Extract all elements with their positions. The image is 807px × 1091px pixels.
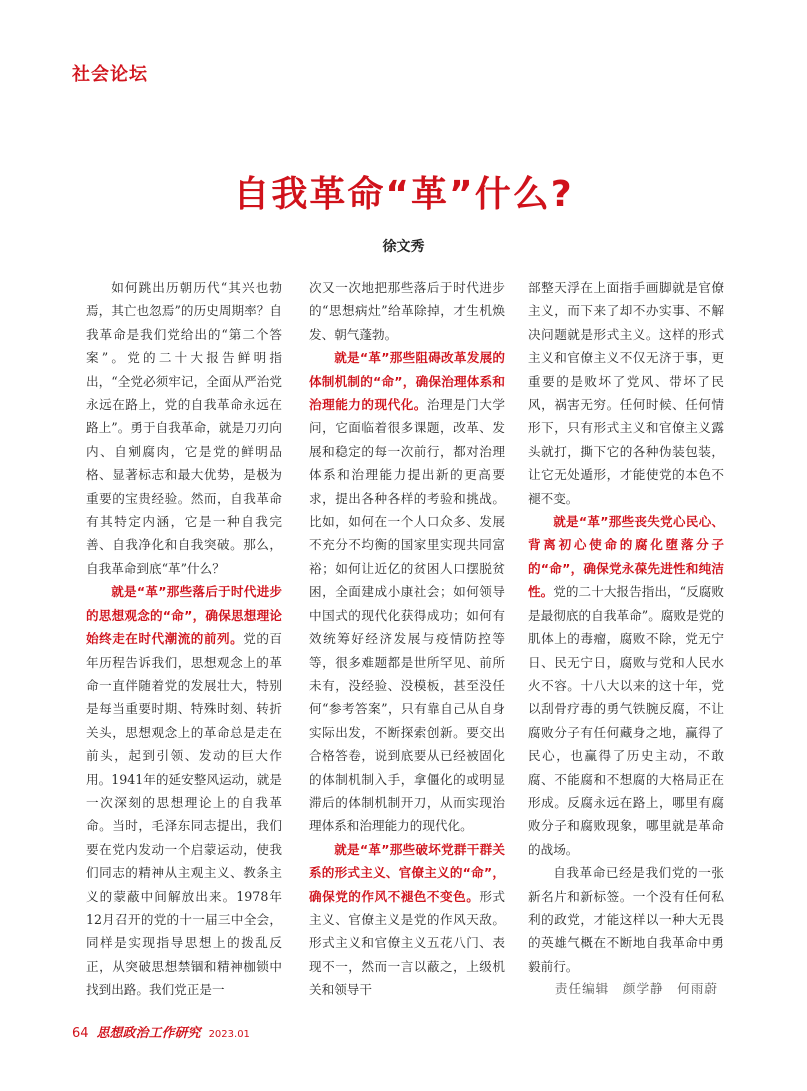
column-1	[86, 276, 282, 1002]
section-label: 社会论坛	[72, 64, 148, 85]
highlight-heading: 就是“革”那些破坏党群干群关系的形式主义、官僚主义的“命”，确保党的作风不褪色不变色。	[309, 841, 505, 904]
paragraph: 部整天浮在上面指手画脚就是官僚主义，而下来了却不办实事、不解决问题就是形式主义。这样的形式主义和官僚主义不仅无济于事，更重要的是败坏了党风、带坏了民风，祸害无穷。任何时候、任何情形下，只有形式主义和官僚主义露头就打，撕下它的各种伪装包装，让它无处遁形，才能使党的本色不褪不变。	[528, 280, 724, 506]
column-3	[528, 276, 724, 978]
issue-date: 2023.01	[208, 1029, 250, 1040]
editor-credit: 责任编辑 颜学静 何雨蔚	[554, 981, 718, 996]
paragraph	[309, 838, 505, 1002]
highlight-heading: 就是“革”那些阻碍改革发展的体制机制的“命”，确保治理体系和治理能力的现代化。	[309, 350, 505, 413]
magazine-name: 思想政治工作研究	[96, 1026, 201, 1041]
page-number: 64	[72, 1026, 89, 1041]
paragraph	[86, 580, 282, 1001]
highlight-heading: 就是“革”那些落后于时代进步的思想观念的“命”，确保思想理论始终走在时代潮流的前列。	[86, 584, 282, 647]
article-author: 徐文秀	[382, 239, 425, 255]
paragraph: 自我革命已经是我们党的一张新名片和新标签。一个没有任何私利的政党，才能这样以一种大无畏的英雄气概在不断地自我革命中勇毅前行。	[528, 865, 724, 974]
paragraph	[528, 510, 724, 861]
paragraph-body: 治理是门大学问，它面临着很多课题，改革、发展和稳定的每一次前行，都对治理体系和治理能力提出新的更高要求，提出各种各样的考验和挑战。比如，如何在一个人口众多、发展不充分不均衡的国家里实现共同富裕；如何让近亿的贫困人口摆脱贫困，全面建成小康社会；如何领导中国式的现代化获得成功；如何有效统筹好经济发展与疫情防控等等，很多难题都是世所罕见、前所未有，没经验、没模板，甚至没任何“参考答案”，只有靠自己从自身实际出发，不断探索创新。要交出合格答卷，说到底要从已经被固化的体制机制入手，拿僵化的或明显滞后的体制机制开刀，从而实现治理体系和治理能力的现代化。	[309, 397, 506, 834]
paragraph	[309, 346, 505, 838]
paragraph: 次又一次地把那些落后于时代进步的“思想病灶”给革除掉，才生机焕发、朝气蓬勃。	[309, 280, 505, 342]
paragraph-body: 形式主义、官僚主义是党的作风天敌。形式主义和官僚主义五花八门、表现不一，然而一言以蔽之，上级机关和领导干	[309, 888, 506, 998]
paragraph: 如何跳出历朝历代“其兴也勃焉，其亡也忽焉”的历史周期率？自我革命是我们党给出的“第二个答案”。党的二十大报告鲜明指出，“全党必须牢记，全面从严治党永远在路上，党的自我革命永远在路上”。勇于自我革命，就是刀刃向内、自剜腐肉，它是党的鲜明品格、显著标志和最大优势，是极为重要的宝贵经验。然而，自我革命有其特定内涵，它是一种自我完善、自我净化和自我突破。那么，自我革命到底“革”什么？	[86, 280, 282, 576]
paragraph-body: 党的百年历程告诉我们，思想观念上的革命一直伴随着党的发展壮大，特别是每当重要时期、特殊时刻、转折关头，思想观念上的革命总是走在前头，起到引领、发动的巨大作用。1941年的延安整风运动，就是一次深刻的思想理论上的自我革命。当时，毛泽东同志提出，我们要在党内发动一个启蒙运动，使我们同志的精神从主观主义、教条主义的蒙蔽中间解放出来。1978年12月召开的党的十一届三中全会，同样是实现指导思想上的拨乱反正，从突破思想禁锢和精神枷锁中找到出路。我们党正是一	[86, 631, 283, 998]
column-2	[309, 276, 505, 1002]
paragraph-body: 党的二十大报告指出，“反腐败是最彻底的自我革命”。腐败是党的肌体上的毒瘤，腐败不除，党无宁日、民无宁日，腐败与党和人民水火不容。十八大以来的这十年，党以刮骨疗毒的勇气铁腕反腐，不让腐败分子有任何藏身之地，赢得了民心，也赢得了历史主动，不敢腐、不能腐和不想腐的大格局正在形成。反腐永远在路上，哪里有腐败分子和腐败现象，哪里就是革命的战场。	[528, 584, 724, 857]
page-footer	[72, 1022, 250, 1041]
highlight-heading: 就是“革”那些丧失党心民心、背离初心使命的腐化堕落分子的“命”，确保党永葆先进性和纯洁性。	[528, 514, 724, 600]
article-title: 自我革命“革”什么?	[233, 174, 574, 215]
